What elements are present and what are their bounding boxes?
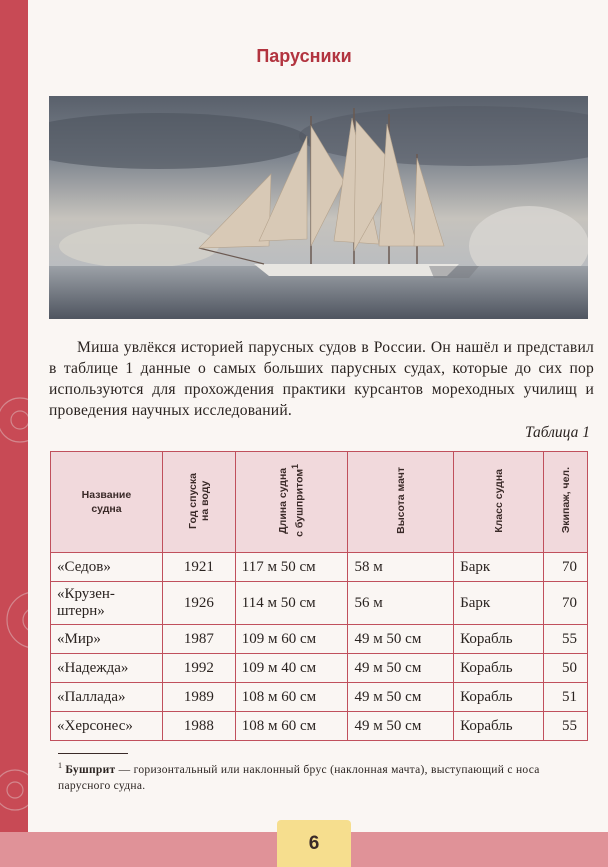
col-header-mast: [348, 452, 454, 553]
cell-year: 1989: [162, 683, 235, 712]
cell-class: Барк: [454, 553, 544, 582]
footnote-ref: 1: [290, 464, 301, 469]
table-row: [51, 712, 588, 741]
table-row: [51, 553, 588, 582]
col-header-length-line1: Длина судна: [277, 467, 290, 534]
footnote-text: — горизонтальный или наклонный брус (наклонная мачта), выступающий с носа парусного судна.: [58, 763, 540, 792]
col-header-crew: [544, 452, 588, 553]
cell-mast: 49 м 50 см: [348, 625, 454, 654]
footnote-term: Бушприт: [65, 763, 116, 776]
col-header-crew-label: Экипаж, чел.: [559, 467, 572, 534]
col-header-year-line2: на воду: [198, 480, 211, 521]
cell-length: 108 м 60 см: [235, 712, 348, 741]
footnote-divider: [58, 753, 128, 754]
cell-name: «Крузен-штерн»: [51, 582, 163, 625]
sailing-ship-photo: [49, 96, 588, 319]
cell-length: 114 м 50 см: [235, 582, 348, 625]
col-header-name: [51, 452, 163, 553]
col-header-length: [235, 452, 348, 553]
col-header-year: [162, 452, 235, 553]
col-header-class-label: Класс судна: [492, 468, 505, 533]
footnote-number: 1: [58, 761, 63, 770]
col-header-class: [454, 452, 544, 553]
cell-length: 108 м 60 см: [235, 683, 348, 712]
cell-year: 1987: [162, 625, 235, 654]
cell-length: 109 м 40 см: [235, 654, 348, 683]
table-header-row: [51, 452, 588, 553]
col-header-mast-label: Высота мачт: [394, 467, 407, 534]
cell-name: «Паллада»: [51, 683, 163, 712]
cell-mast: 58 м: [348, 553, 454, 582]
cell-class: Корабль: [454, 625, 544, 654]
cell-mast: 56 м: [348, 582, 454, 625]
intro-paragraph: Миша увлёкся историей парусных судов в России. Он нашёл и представил в таблице 1 данные о самых больших парусных судах, которые до сих пор используются для прохождения практики курсантов мореходных училищ и проведения научных исследований.: [49, 339, 594, 419]
cell-year: 1992: [162, 654, 235, 683]
cell-name: «Херсонес»: [51, 712, 163, 741]
cell-year: 1988: [162, 712, 235, 741]
page-title: Парусники: [256, 46, 352, 66]
col-header-name-line2: судна: [91, 503, 122, 515]
cell-name: «Надежда»: [51, 654, 163, 683]
page-number: 6: [308, 832, 320, 854]
cell-name: «Седов»: [51, 553, 163, 582]
cell-year: 1926: [162, 582, 235, 625]
cell-crew: 50: [544, 654, 588, 683]
cell-year: 1921: [162, 553, 235, 582]
col-header-name-line1: Название: [81, 489, 132, 501]
sailing-ships-table: [50, 451, 588, 741]
left-decor-strip: [0, 0, 28, 867]
cell-mast: 49 м 50 см: [348, 712, 454, 741]
cell-crew: 55: [544, 625, 588, 654]
table-row: [51, 654, 588, 683]
cell-length: 109 м 60 см: [235, 625, 348, 654]
cell-crew: 70: [544, 553, 588, 582]
table-row: [51, 625, 588, 654]
table-row: [51, 683, 588, 712]
table-caption: Таблица 1: [524, 424, 590, 441]
footnote: [58, 758, 588, 794]
cell-class: Корабль: [454, 654, 544, 683]
page-number-badge: [277, 820, 351, 867]
cell-mast: 49 м 50 см: [348, 683, 454, 712]
cell-class: Барк: [454, 582, 544, 625]
cell-length: 117 м 50 см: [235, 553, 348, 582]
cell-mast: 49 м 50 см: [348, 654, 454, 683]
cell-crew: 70: [544, 582, 588, 625]
cell-class: Корабль: [454, 712, 544, 741]
cell-name: «Мир»: [51, 625, 163, 654]
col-header-length-line2: с бушпритом: [293, 468, 306, 537]
col-header-year-line1: Год спуска: [186, 472, 199, 529]
cell-crew: 55: [544, 712, 588, 741]
cell-class: Корабль: [454, 683, 544, 712]
cell-crew: 51: [544, 683, 588, 712]
table-row: [51, 582, 588, 625]
